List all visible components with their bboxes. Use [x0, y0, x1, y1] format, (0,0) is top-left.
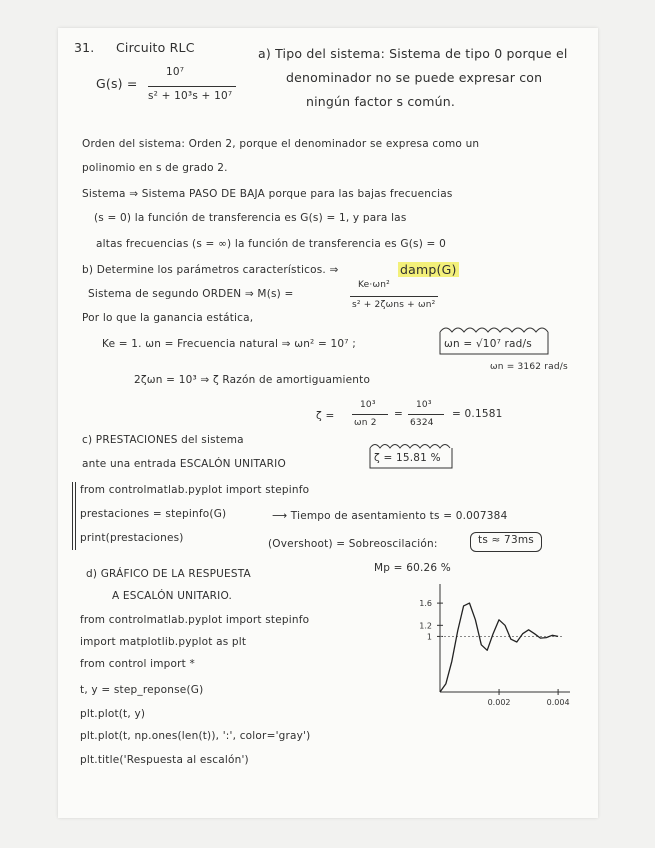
y-tick-label: 1.2: [419, 621, 432, 631]
equals-sign: =: [394, 408, 403, 420]
y-tick-label: 1.6: [419, 599, 432, 609]
zeta-fraction-1-numerator: 10³: [360, 400, 376, 410]
x-tick-label: 0.004: [546, 698, 570, 706]
zeta-box-text: ζ = 15.81 %: [374, 452, 441, 464]
m-denominator: s² + 2ζωns + ωn²: [352, 300, 436, 310]
section-c-line-1: c) PRESTACIONES del sistema: [82, 434, 244, 446]
transfer-function-denominator: s² + 10³s + 10⁷: [148, 90, 233, 102]
zeta-fraction-2-bar: [408, 414, 444, 415]
code-block-2-line-2: import matplotlib.pyplot as plt: [80, 636, 247, 648]
transfer-function-label: G(s) =: [96, 76, 138, 91]
x-tick-label: 0.002: [487, 698, 511, 706]
damp-highlight: [398, 262, 459, 277]
section-b-line-3: Por lo que la ganancia estática,: [82, 312, 254, 324]
response-line: [440, 603, 558, 692]
system-line-2: (s = 0) la función de transferencia es G(s) = 1, y para las: [94, 212, 407, 224]
zeta-result: = 0.1581: [452, 408, 503, 420]
problem-title: Circuito RLC: [116, 40, 195, 55]
ts-box-text: ts ≈ 73ms: [478, 534, 534, 546]
wn-box-text: ωn = √10⁷ rad/s: [444, 338, 532, 350]
damp-text: damp(G): [400, 262, 457, 277]
section-d-line-2: A ESCALÓN UNITARIO.: [112, 590, 233, 602]
code-block-1-line-3: print(prestaciones): [80, 532, 184, 544]
zeta-equals: ζ =: [316, 410, 335, 422]
code-block-1-line-2: prestaciones = stepinfo(G): [80, 508, 227, 520]
section-d-line-1: d) GRÁFICO DE LA RESPUESTA: [86, 568, 251, 580]
order-line-2: polinomio en s de grado 2.: [82, 162, 228, 174]
wn-value: ωn = 3162 rad/s: [490, 362, 568, 372]
problem-number: 31.: [74, 40, 95, 55]
m-fraction-bar: [350, 296, 438, 297]
section-b-line-5: 2ζωn = 10³ ⇒ ζ Razón de amortiguamiento: [134, 374, 371, 386]
code-block-2-line-7: plt.title('Respuesta al escalón'): [80, 754, 249, 766]
section-a-line-2: denominador no se puede expresar con: [286, 70, 543, 85]
section-a-line-3: ningún factor s común.: [306, 94, 456, 109]
zeta-fraction-2-denominator: 6324: [410, 418, 434, 428]
notebook-page: [58, 28, 598, 818]
transfer-function-numerator: 10⁷: [166, 66, 185, 78]
system-line-1: Sistema ⇒ Sistema PASO DE BAJA porque para las bajas frecuencias: [82, 188, 453, 200]
y-tick-label: 1: [426, 632, 432, 642]
code-block-2-line-3: from control import *: [80, 658, 195, 670]
order-line-1: Orden del sistema: Orden 2, porque el denominador se expresa como un: [82, 138, 480, 150]
section-b-line-1: b) Determine los parámetros característicos. ⇒: [82, 264, 339, 276]
system-line-3: altas frecuencias (s = ∞) la función de transferencia es G(s) = 0: [96, 238, 446, 250]
section-a-line-1: a) Tipo del sistema: Sistema de tipo 0 porque el: [258, 46, 568, 61]
settling-time: ⟶ Tiempo de asentamiento ts = 0.007384: [272, 510, 508, 522]
zeta-fraction-2-numerator: 10³: [416, 400, 432, 410]
code-margin-bar-2: [75, 482, 76, 550]
overshoot-text: (Overshoot) = Sobreoscilación:: [268, 538, 438, 550]
chart-series: [440, 603, 564, 692]
section-b-line-4: Ke = 1. ωn = Frecuencia natural ⇒ ωn² = 10⁷ ;: [102, 338, 356, 350]
fraction-bar: [148, 86, 236, 87]
code-block-2-line-5: plt.plot(t, y): [80, 708, 146, 720]
code-block-2-line-6: plt.plot(t, np.ones(len(t)), ':', color='gray'): [80, 730, 311, 742]
mp-text: Mp = 60.26 %: [374, 562, 451, 574]
step-response-chart: [376, 576, 576, 706]
chart-axes: [440, 584, 570, 692]
zeta-fraction-1-denominator: ωn 2: [354, 418, 377, 428]
section-b-line-2: Sistema de segundo ORDEN ⇒ M(s) =: [88, 288, 294, 300]
section-c-line-2: ante una entrada ESCALÓN UNITARIO: [82, 458, 286, 470]
code-block-1-line-1: from controlmatlab.pyplot import stepinfo: [80, 484, 310, 496]
code-block-2-line-4: t, y = step_reponse(G): [80, 684, 204, 696]
m-numerator: Ke·ωn²: [358, 280, 390, 290]
zeta-fraction-1-bar: [352, 414, 388, 415]
code-block-2-line-1: from controlmatlab.pyplot import stepinfo: [80, 614, 310, 626]
code-margin-bar: [72, 482, 73, 550]
